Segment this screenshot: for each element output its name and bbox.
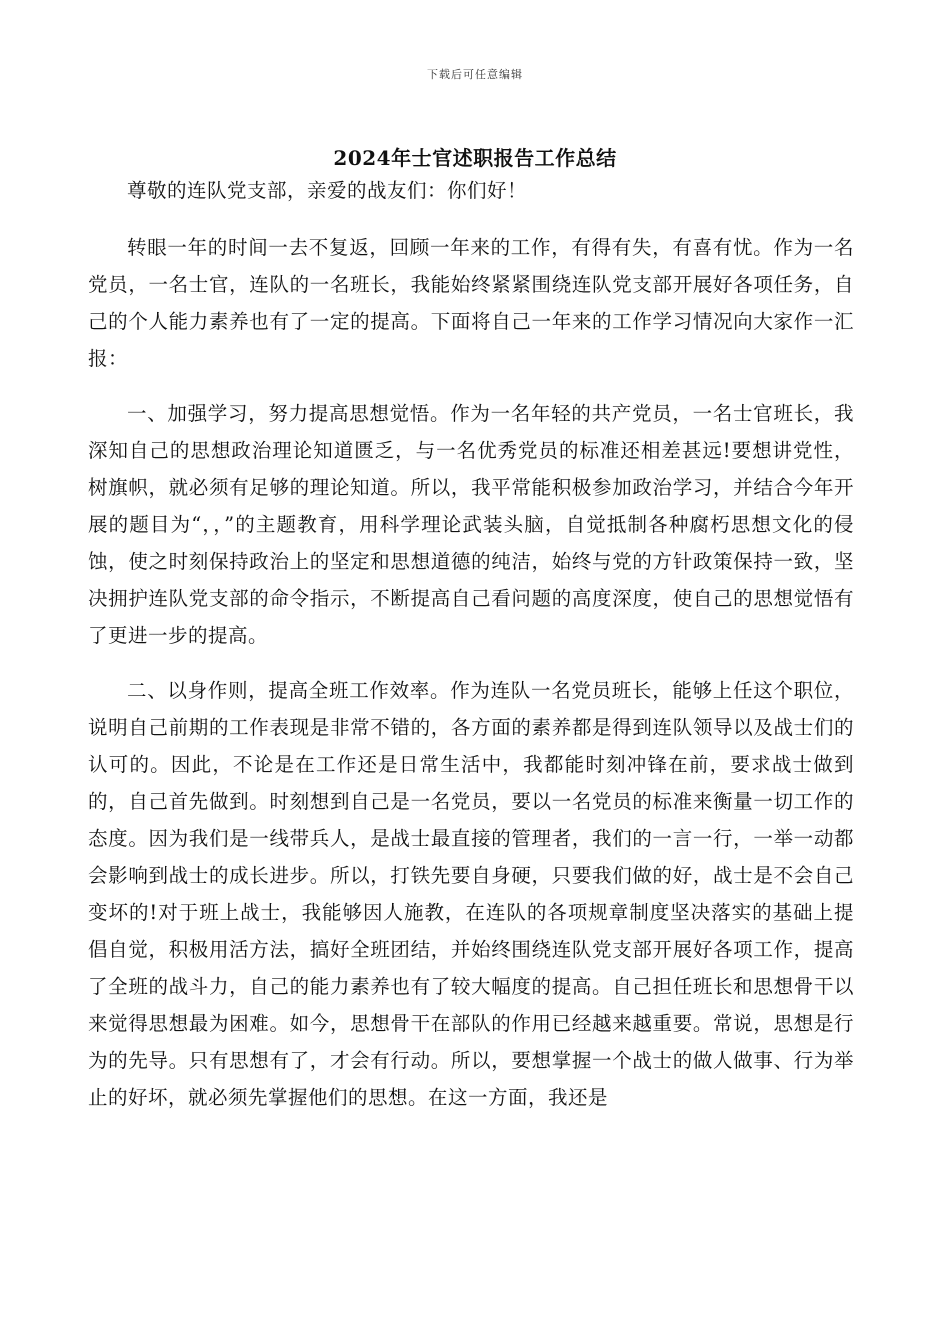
- section-one-paragraph: 一、加强学习，努力提高思想觉悟。作为一名年轻的共产党员，一名士官班长，我深知自己的思想政治理论知道匮乏，与一名优秀党员的标准还相差甚远!要想讲党性，树旗帜，就必须有足够的理论知道。所以，我平常能积极参加政治学习，并结合今年开展的题目为“，，”的主题教育，用科学理论武装头脑，自觉抵制各种腐朽思想文化的侵蚀，使之时刻保持政治上的坚定和思想道德的纯洁，始终与党的方针政策保持一致，坚决拥护连队党支部的命令指示，不断提高自己看问题的高度深度，使自己的思想觉悟有了更进一步的提高。: [88, 402, 854, 647]
- header-note: 下载后可任意编辑: [427, 68, 523, 81]
- intro-paragraph: 转眼一年的时间一去不复返，回顾一年来的工作，有得有失，有喜有忧。作为一名党员，一名士官，连队的一名班长，我能始终紧紧围绕连队党支部开展好各项任务，自己的个人能力素养也有了一定的提高。下面将自己一年来的工作学习情况向大家作一汇报：: [88, 236, 854, 370]
- document-title: 2024年士官述职报告工作总结: [333, 146, 617, 170]
- document-body: [88, 172, 854, 1134]
- section-two-paragraph: 二、以身作则，提高全班工作效率。作为连队一名党员班长，能够上任这个职位，说明自己前期的工作表现是非常不错的，各方面的素养都是得到连队领导以及战士们的认可的。因此，不论是在工作还是日常生活中，我都能时刻冲锋在前，要求战士做到的，自己首先做到。时刻想到自己是一名党员，要以一名党员的标准来衡量一切工作的态度。因为我们是一线带兵人，是战士最直接的管理者，我们的一言一行，一举一动都会影响到战士的成长进步。所以，打铁先要自身硬，只要我们做的好，战士是不会自己变坏的!对于班上战士，我能够因人施教，在连队的各项规章制度坚决落实的基础上提倡自觉，积极用活方法，搞好全班团结，并始终围绕连队党支部开展好各项工作，提高了全班的战斗力，自己的能力素养也有了较大幅度的提高。自己担任班长和思想骨干以来觉得思想最为困难。如今，思想骨干在部队的作用已经越来越重要。常说，思想是行为的先导。只有思想有了，才会有行动。所以，要想掌握一个战士的做人做事、行为举止的好坏，就必须先掌握他们的思想。在这一方面，我还是: [88, 679, 854, 1109]
- greeting-paragraph: 尊敬的连队党支部，亲爱的战友们：你们好！: [127, 179, 528, 202]
